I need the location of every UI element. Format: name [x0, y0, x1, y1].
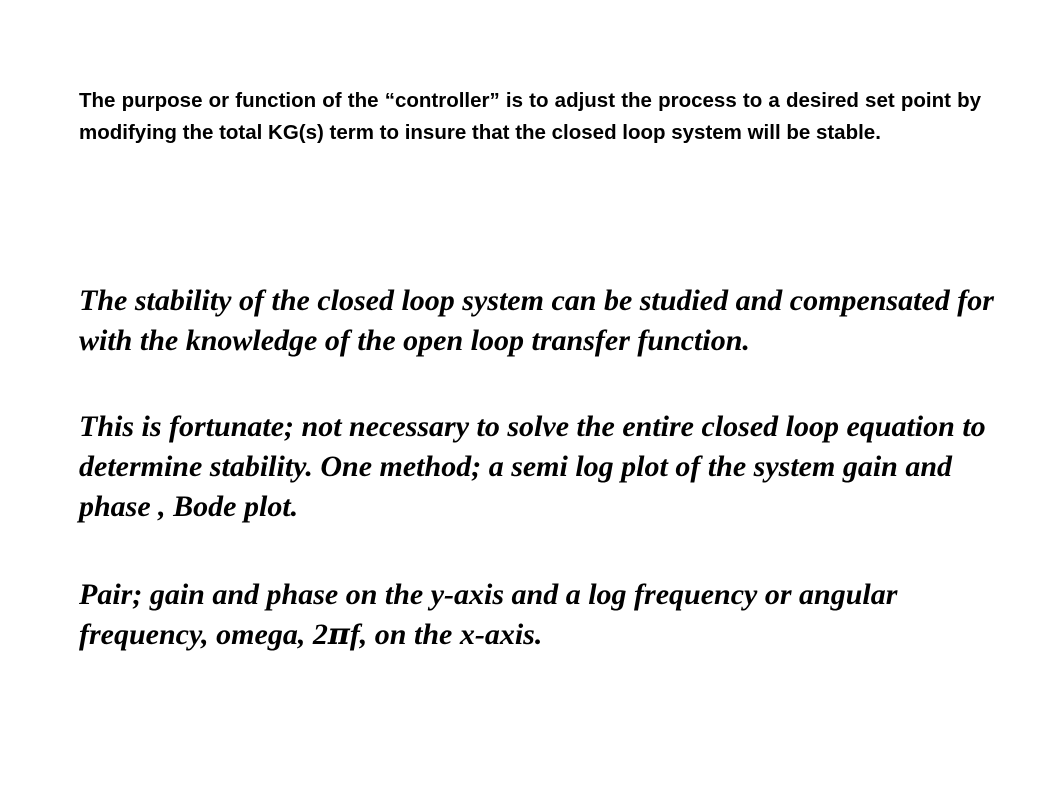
stability-paragraph: The stability of the closed loop system can be studied and compensated for with the knowledge of the open loop transfer function.: [79, 284, 994, 357]
bode-method-paragraph: This is fortunate; not necessary to solve the entire closed loop equation to determine stability. One method; a semi log plot of the system gain and phase , Bode plot.: [79, 410, 986, 523]
pi-symbol: π: [327, 617, 350, 652]
axes-text-after: f, on the x-axis.: [349, 618, 543, 651]
intro-paragraph: The purpose or function of the “controller” is to adjust the process to a desired set point by modifying the total KG(s) term to insure that the closed loop system will be stable.: [79, 89, 981, 144]
axes-text-before: Pair; gain and phase on the y-axis and a log frequency or angular frequency, omega, 2: [79, 578, 898, 651]
axes-paragraph: [79, 575, 999, 655]
